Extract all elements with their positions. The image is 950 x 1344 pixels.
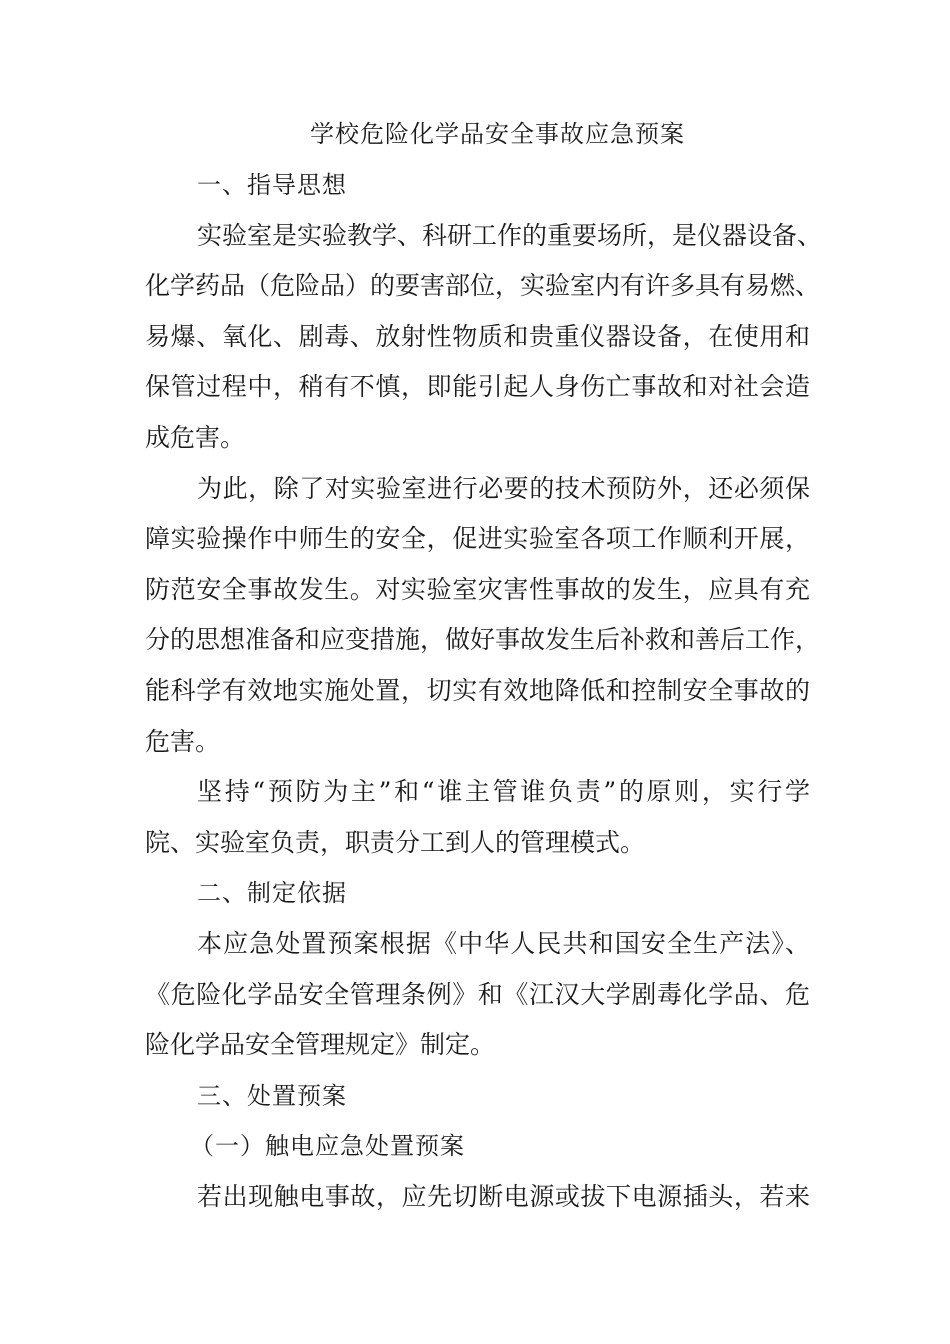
document-title: 学校危险化学品安全事故应急预案 <box>310 120 685 148</box>
paragraph-line: 分的思想准备和应变措施，做好事故发生后补救和善后工作， <box>145 625 821 655</box>
paragraph-principles <box>145 767 810 868</box>
paragraph-line: 为此，除了对实验室进行必要的技术预防外，还必须保 <box>197 473 810 503</box>
paragraph-line: 若出现触电事故，应先切断电源或拔下电源插头，若来 <box>197 1181 810 1211</box>
paragraph-prevention-measures <box>145 464 821 768</box>
document-body <box>145 108 823 1222</box>
paragraph-legal-basis <box>145 919 810 1071</box>
paragraph-electric-shock-response <box>145 1172 810 1223</box>
paragraph-line: 危害。 <box>145 726 221 756</box>
section-heading-response-plan: 三、处置预案 <box>197 1081 347 1110</box>
section-heading-guiding-ideology: 一、指导思想 <box>197 171 347 199</box>
paragraph-line: 实验室是实验教学、科研工作的重要场所，是仪器设备、 <box>197 220 823 250</box>
subsection-heading-electric-shock: （一）触电应急处置预案 <box>190 1132 465 1161</box>
paragraph-line: 本应急处置预案根据《中华人民共和国安全生产法》、 <box>197 928 810 958</box>
paragraph-line: 障实验操作中师生的安全，促进实验室各项工作顺利开展， <box>145 524 810 554</box>
paragraph-line: 保管过程中，稍有不慎，即能引起人身伤亡事故和对社会造 <box>145 372 810 402</box>
paragraph-lab-importance <box>145 211 823 464</box>
paragraph-line: 险化学品安全管理规定》制定。 <box>145 1030 496 1060</box>
paragraph-line: 坚持“预防为主”和“谁主管谁负责”的原则，实行学 <box>197 777 810 807</box>
paragraph-line: 易爆、氧化、剧毒、放射性物质和贵重仪器设备，在使用和 <box>145 321 810 351</box>
paragraph-line: 防范安全事故发生。对实验室灾害性事故的发生，应具有充 <box>145 574 810 604</box>
paragraph-line: 《危险化学品安全管理条例》和《江汉大学剧毒化学品、危 <box>145 979 810 1009</box>
paragraph-line: 化学药品（危险品）的要害部位，实验室内有许多具有易燃、 <box>145 271 821 301</box>
paragraph-line: 能科学有效地实施处置，切实有效地降低和控制安全事故的 <box>145 675 810 705</box>
paragraph-line: 院、实验室负责，职责分工到人的管理模式。 <box>145 827 646 857</box>
section-heading-basis: 二、制定依据 <box>197 879 347 908</box>
paragraph-line: 成危害。 <box>145 422 246 452</box>
